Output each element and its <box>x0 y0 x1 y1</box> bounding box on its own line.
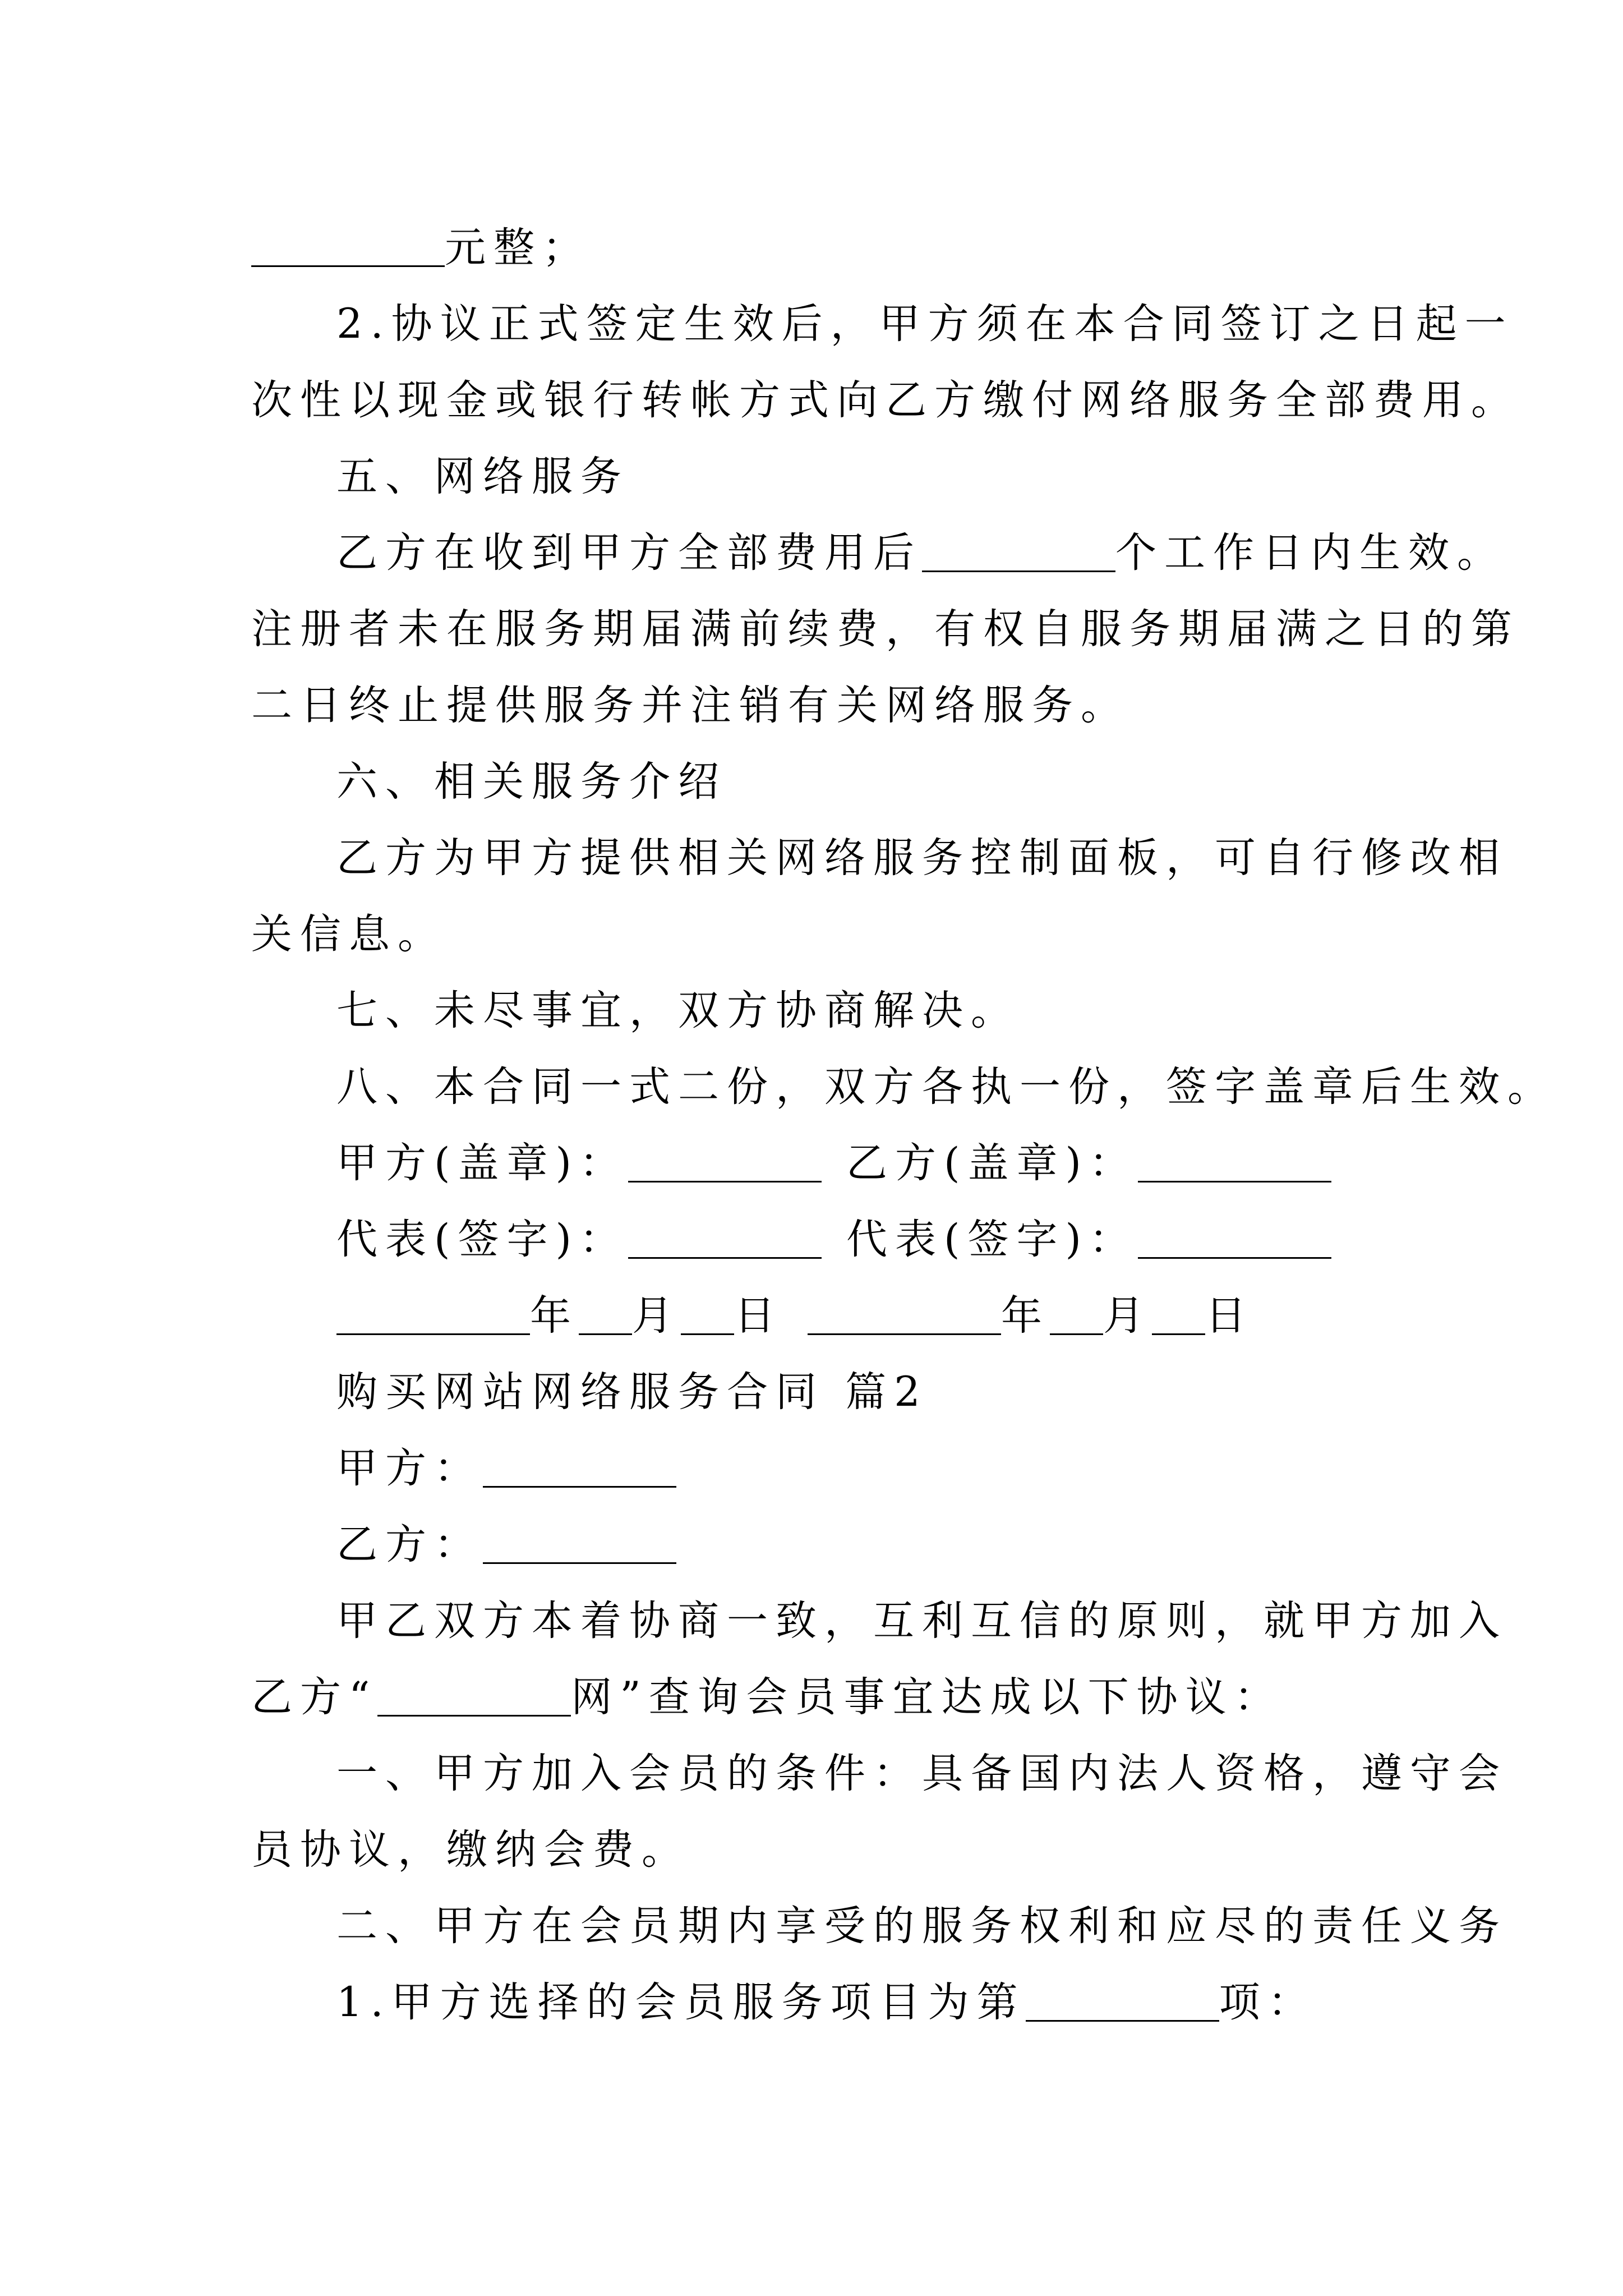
blank-field <box>1050 1280 1103 1335</box>
blank-field <box>251 211 445 267</box>
paragraph-line: 员协议，缴纳会费。 <box>251 1826 690 1874</box>
date-row <box>336 1277 1254 1355</box>
section-heading: 七、未尽事宜，双方协商解决。 <box>336 987 1020 1034</box>
blank-field <box>628 1127 822 1182</box>
party-a-seal-label: 甲方(盖章)： <box>336 1139 628 1187</box>
paragraph-line <box>336 514 1506 592</box>
section-heading: 五、网络服务 <box>336 453 629 500</box>
party-b-seal-label: 乙方(盖章)： <box>846 1139 1138 1187</box>
paragraph-line: 一、甲方加入会员的条件：具备国内法人资格，遵守会 <box>336 1750 1507 1797</box>
blank-field <box>1026 1966 1219 2022</box>
blank-field <box>483 1432 676 1488</box>
blank-field <box>922 517 1115 572</box>
text-fragment: 元整； <box>445 224 591 272</box>
party-b-label: 乙方： <box>336 1521 483 1568</box>
blank-field <box>1138 1127 1331 1182</box>
paragraph-line: 注册者未在服务期届满前续费，有权自服务期届满之日的第 <box>251 605 1520 653</box>
blank-field <box>808 1280 1001 1335</box>
party-a-row <box>336 1429 676 1508</box>
date-month-label: 月 <box>632 1292 681 1340</box>
paragraph-line: 甲乙双方本着协商一致，互利互信的原则，就甲方加入 <box>336 1597 1507 1645</box>
amount-line <box>251 209 591 287</box>
date-day-label: 日 <box>1205 1292 1254 1340</box>
section-heading: 六、相关服务介绍 <box>336 758 727 806</box>
text-fragment: 网”查询会员事宜达成以下协议： <box>571 1673 1283 1721</box>
signature-rep-row <box>336 1200 1331 1279</box>
paragraph-line: 二日终止提供服务并注销有关网络服务。 <box>251 682 1129 729</box>
section-heading: 八、本合同一式二份，双方各执一份，签字盖章后生效。 <box>336 1063 1556 1111</box>
paragraph-line: 2.协议正式签定生效后，甲方须在本合同签订之日起一 <box>336 300 1514 348</box>
blank-field <box>377 1661 571 1717</box>
date-year-label: 年 <box>1001 1292 1050 1340</box>
blank-field <box>336 1280 530 1335</box>
date-month-label: 月 <box>1103 1292 1152 1340</box>
date-year-label: 年 <box>530 1292 579 1340</box>
paragraph-line <box>336 1963 1317 2042</box>
party-a-rep-label: 代表(签字)： <box>336 1216 628 1263</box>
blank-field <box>483 1508 676 1564</box>
party-b-rep-label: 代表(签字)： <box>846 1216 1138 1263</box>
blank-field <box>1152 1280 1205 1335</box>
contract-heading: 购买网站网络服务合同 篇2 <box>336 1368 928 1416</box>
text-fragment: 个工作日内生效。 <box>1115 529 1506 577</box>
blank-field <box>579 1280 632 1335</box>
party-b-row <box>336 1506 676 1584</box>
text-fragment: 项： <box>1219 1978 1317 2026</box>
signature-seal-row <box>336 1124 1331 1203</box>
date-day-label: 日 <box>734 1292 783 1340</box>
text-fragment: 乙方“ <box>251 1673 378 1721</box>
blank-field <box>681 1280 734 1335</box>
paragraph-line: 次性以现金或银行转帐方式向乙方缴付网络服务全部费用。 <box>251 376 1520 424</box>
text-fragment: 1.甲方选择的会员服务项目为第 <box>336 1978 1026 2026</box>
section-heading: 二、甲方在会员期内享受的服务权利和应尽的责任义务 <box>336 1902 1507 1950</box>
party-a-label: 甲方： <box>336 1444 483 1492</box>
blank-field <box>628 1203 822 1259</box>
paragraph-line: 关信息。 <box>251 910 446 958</box>
text-fragment: 乙方在收到甲方全部费用后 <box>336 529 922 577</box>
blank-field <box>1138 1203 1331 1259</box>
paragraph-line: 乙方为甲方提供相关网络服务控制面板，可自行修改相 <box>336 834 1507 882</box>
paragraph-line <box>251 1658 1283 1737</box>
